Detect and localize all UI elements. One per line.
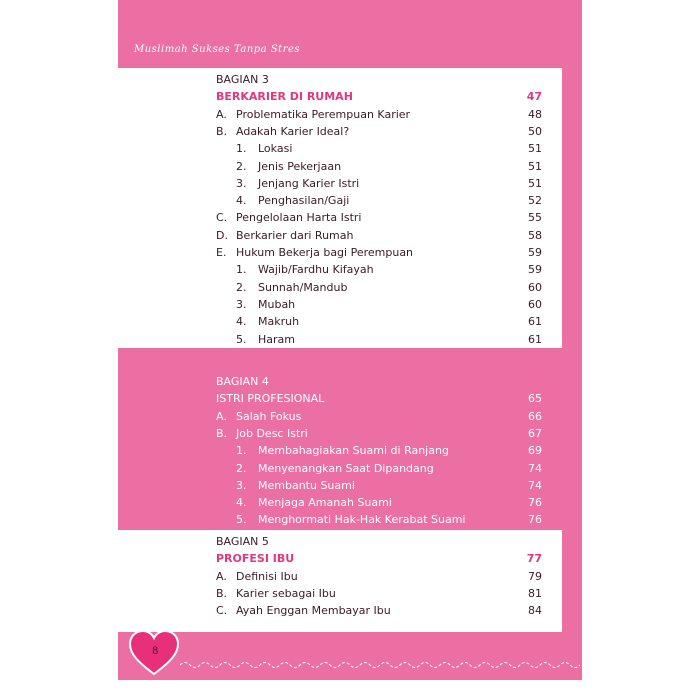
toc-item-label: Jenis Pekerjaan xyxy=(258,159,342,173)
toc-item-label: Pengelolaan Harta Istri xyxy=(236,211,362,225)
toc-item xyxy=(118,209,562,226)
toc-item-prefix: A. xyxy=(216,569,227,583)
toc-item xyxy=(118,192,562,209)
toc-item-prefix: E. xyxy=(216,246,227,259)
toc-item-page: 51 xyxy=(528,159,542,173)
toc-item-prefix: 4. xyxy=(236,315,247,329)
toc-item-prefix: A. xyxy=(216,409,227,423)
section-label-text: BAGIAN 5 xyxy=(216,535,269,548)
toc-item xyxy=(118,244,562,261)
decorative-dashed-line xyxy=(180,660,580,670)
toc-item-page: 59 xyxy=(528,246,542,259)
chapter-title-page: 77 xyxy=(526,552,542,566)
toc-item-label: Karier sebagai Ibu xyxy=(236,586,336,600)
toc-item-prefix: 4. xyxy=(236,194,247,208)
toc-item-label: Membahagiakan Suami di Ranjang xyxy=(258,444,449,458)
toc-item-label: Menyenangkan Saat Dipandang xyxy=(258,461,434,475)
section-label xyxy=(118,71,562,88)
chapter-title xyxy=(118,390,562,407)
toc-item-prefix: 5. xyxy=(236,513,247,527)
toc-item-page: 60 xyxy=(528,280,542,294)
toc-item-page: 61 xyxy=(528,332,542,346)
toc-item-page: 61 xyxy=(528,315,542,329)
toc-item-page: 58 xyxy=(528,228,542,242)
toc-item-label: Makruh xyxy=(258,315,300,329)
toc-item xyxy=(118,123,562,140)
toc-item-prefix: 2. xyxy=(236,461,247,475)
toc-item xyxy=(118,511,562,528)
small-hearts-icon xyxy=(118,608,148,632)
toc-item-label: Wajib/Fardhu Kifayah xyxy=(258,263,374,277)
toc-item-page: 50 xyxy=(528,124,542,138)
toc-item-page: 51 xyxy=(528,176,542,190)
toc-item-label: Menghormati Hak-Hak Kerabat Suami xyxy=(258,513,466,527)
toc-item-label: Menjaga Amanah Suami xyxy=(258,496,392,510)
toc-item-page: 79 xyxy=(528,569,542,583)
toc-item-label: Sunnah/Mandub xyxy=(258,280,348,294)
toc-item-prefix: 1. xyxy=(236,263,247,277)
toc-item-label: Problematika Perempuan Karier xyxy=(236,107,411,121)
toc-item-prefix: 5. xyxy=(236,332,247,346)
toc-item xyxy=(118,494,562,511)
toc-item xyxy=(118,425,562,442)
toc-item-label: Ayah Enggan Membayar Ibu xyxy=(236,604,391,618)
toc-item xyxy=(118,313,562,330)
toc-item-prefix: 3. xyxy=(236,297,247,311)
chapter-title xyxy=(118,550,562,567)
toc-item xyxy=(118,279,562,296)
toc-item-prefix: 1. xyxy=(236,444,247,458)
chapter-title xyxy=(118,88,562,105)
toc-item-page: 66 xyxy=(528,409,542,423)
toc-item xyxy=(118,602,562,619)
toc-item-prefix: 2. xyxy=(236,280,247,294)
toc-item-page: 76 xyxy=(528,496,542,510)
chapter-title-page: 47 xyxy=(526,90,542,104)
toc-item-page: 69 xyxy=(528,444,542,458)
toc-item-label: Haram xyxy=(258,332,295,346)
chapter-title-text: ISTRI PROFESIONAL xyxy=(216,392,325,406)
toc-item-page: 55 xyxy=(528,211,542,225)
toc-item xyxy=(118,158,562,175)
toc-item xyxy=(118,140,562,157)
toc-item xyxy=(118,331,562,348)
toc-item-label: Jenjang Karier Istri xyxy=(258,176,360,190)
toc-item-label: Lokasi xyxy=(258,142,293,156)
toc-item-label: Salah Fokus xyxy=(236,409,302,423)
toc-item-label: Mubah xyxy=(258,297,296,311)
toc-item-prefix: B. xyxy=(216,426,228,440)
toc-item-page: 51 xyxy=(528,142,542,156)
toc-item-page: 76 xyxy=(528,513,542,527)
toc-item-page: 60 xyxy=(528,297,542,311)
toc-item-label: Definisi Ibu xyxy=(236,569,298,583)
toc-item-prefix: B. xyxy=(216,124,228,138)
toc-item-label: Adakah Karier Ideal? xyxy=(236,124,350,138)
toc-section-bagian-3 xyxy=(118,68,562,348)
toc-item-label: Hukum Bekerja bagi Perempuan xyxy=(236,246,414,259)
toc-item-page: 81 xyxy=(528,586,542,600)
toc-item-prefix: D. xyxy=(216,228,228,242)
running-header: Muslimah Sukses Tanpa Stres xyxy=(134,44,301,55)
toc-item-prefix: C. xyxy=(216,604,228,618)
toc-item-page: 74 xyxy=(528,461,542,475)
toc-item-prefix: A. xyxy=(216,107,227,121)
toc-item-prefix: B. xyxy=(216,586,228,600)
chapter-title-text: PROFESI IBU xyxy=(216,552,295,566)
toc-item xyxy=(118,477,562,494)
toc-item xyxy=(118,408,562,425)
toc-item-label: Membantu Suami xyxy=(258,478,355,492)
toc-item-page: 59 xyxy=(528,263,542,277)
toc-item-prefix: 3. xyxy=(236,176,247,190)
toc-item-page: 52 xyxy=(528,194,542,208)
toc-item xyxy=(118,175,562,192)
section-label xyxy=(118,373,562,390)
toc-item-prefix: 1. xyxy=(236,142,247,156)
toc-item-label: Berkarier dari Rumah xyxy=(236,228,354,242)
toc-item xyxy=(118,460,562,477)
section-label-text: BAGIAN 4 xyxy=(216,375,269,388)
toc-section-bagian-5 xyxy=(118,530,562,632)
toc-item-prefix: C. xyxy=(216,211,228,225)
toc-item xyxy=(118,227,562,244)
toc-item xyxy=(118,261,562,278)
toc-item xyxy=(118,106,562,123)
toc-item-label: Job Desc Istri xyxy=(236,426,308,440)
toc-item xyxy=(118,442,562,459)
toc-item-prefix: 3. xyxy=(236,478,247,492)
toc-item-prefix: 2. xyxy=(236,159,247,173)
section-label xyxy=(118,533,562,550)
toc-item-page: 74 xyxy=(528,478,542,492)
toc-item-page: 67 xyxy=(528,426,542,440)
toc-item xyxy=(118,585,562,602)
toc-item-page: 48 xyxy=(528,107,542,121)
chapter-title-text: BERKARIER DI RUMAH xyxy=(216,90,353,104)
chapter-title-page: 65 xyxy=(528,392,542,406)
toc-section-bagian-4 xyxy=(118,370,562,528)
page-number: 8 xyxy=(152,646,159,657)
toc-item-label: Penghasilan/Gaji xyxy=(258,194,350,208)
toc-item xyxy=(118,296,562,313)
toc-item-prefix: 4. xyxy=(236,496,247,510)
toc-item-page: 84 xyxy=(528,604,542,618)
section-label-text: BAGIAN 3 xyxy=(216,73,269,86)
toc-item xyxy=(118,568,562,585)
